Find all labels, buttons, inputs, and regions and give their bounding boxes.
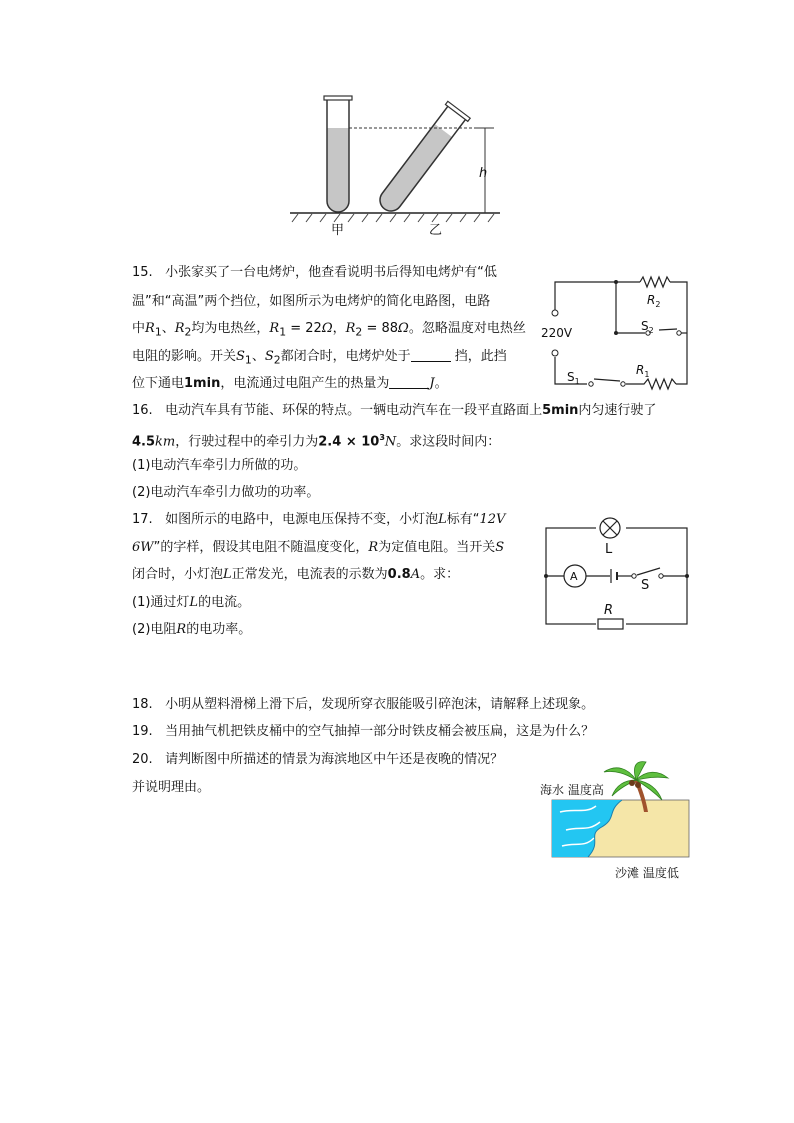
- sand-label: 沙滩 温度低: [615, 866, 679, 880]
- q19-number: 19.: [132, 724, 153, 739]
- q17-number: 17.: [132, 512, 153, 527]
- q17-line-3: 闭合时，小灯泡L正常发光，电流表的示数为0.8A。求：: [132, 567, 460, 582]
- q20-number: 20.: [132, 752, 153, 767]
- q17-line-2: 6W”的字样，假设其电阻不随温度变化，R为定值电阻。当开关S: [132, 540, 505, 555]
- height-label: h: [479, 166, 488, 181]
- svg-text:A: A: [570, 570, 578, 583]
- q15-line-3: 中$R_1$、$R_2$均为电热丝，$R_1 = 22\Omega$，$R_2 = 88\Omega$。忽略温度对电热丝: [132, 321, 526, 339]
- q16-sub-2: (2)电动汽车牵引力做功的功率。: [132, 485, 320, 500]
- q15-line-2: 温”和“高温”两个挡位，如图所示为电烤炉的简化电路图，电路: [132, 294, 491, 309]
- svg-text:S: S: [641, 578, 650, 593]
- q19-line: 19. 当用抽气机把铁皮桶中的空气抽掉一部分时铁皮桶会被压扁，这是为什么？: [132, 724, 595, 739]
- sea-label: 海水 温度高: [540, 783, 604, 797]
- svg-text:S2: $S_2$: [641, 319, 654, 335]
- svg-text:L: L: [605, 542, 613, 557]
- svg-text:R: R: [604, 603, 614, 618]
- q16-line-2: 4.5km，行驶过程中的牵引力为$2.4 \times 10^3N$。求这段时间内：: [132, 433, 501, 450]
- q17-line-1: 17. 如图所示的电路中，电源电压保持不变，小灯泡L标有“12V: [132, 512, 506, 527]
- q18-line: 18. 小明从塑料滑梯上滑下后，发现所穿衣服能吸引碎泡沫，请解释上述现象。: [132, 697, 595, 712]
- tube-b-label: 乙: [429, 223, 443, 238]
- q15-number: 15.: [132, 265, 153, 280]
- q16-number: 16.: [132, 403, 153, 418]
- q16-line-1: 16. 电动汽车具有节能、环保的特点。一辆电动汽车在一段平直路面上5min内匀速行驶了: [132, 403, 657, 418]
- svg-text:S1: $S_1$: [567, 370, 580, 386]
- svg-text:R2: $R_2$: [647, 293, 661, 309]
- q15-line-1: 15. 小张家买了一台电烤炉，他查看说明书后得知电烤炉有“低: [132, 265, 497, 280]
- q17-sub-2: (2)电阻R的电功率。: [132, 622, 252, 637]
- q16-sub-1: (1)电动汽车牵引力所做的功。: [132, 458, 307, 473]
- q20-line-1: 20. 请判断图中所描述的情景为海滨地区中午还是夜晚的情况？: [132, 752, 504, 767]
- q15-line-5: 位下通电1min，电流通过电阻产生的热量为 J。: [132, 376, 448, 391]
- q15-line-4: 电阻的影响。开关$S_1$、$S_2$都闭合时，电烤炉处于 挡，此挡: [132, 349, 507, 367]
- tube-a-label: 甲: [331, 223, 345, 238]
- q20-line-2: 并说明理由。: [132, 780, 211, 795]
- svg-text:R1: $R_1$: [636, 363, 650, 379]
- q17-sub-1: (1)通过灯L的电流。: [132, 595, 251, 610]
- q18-number: 18.: [132, 697, 153, 712]
- voltage-label: 220V: [541, 326, 573, 340]
